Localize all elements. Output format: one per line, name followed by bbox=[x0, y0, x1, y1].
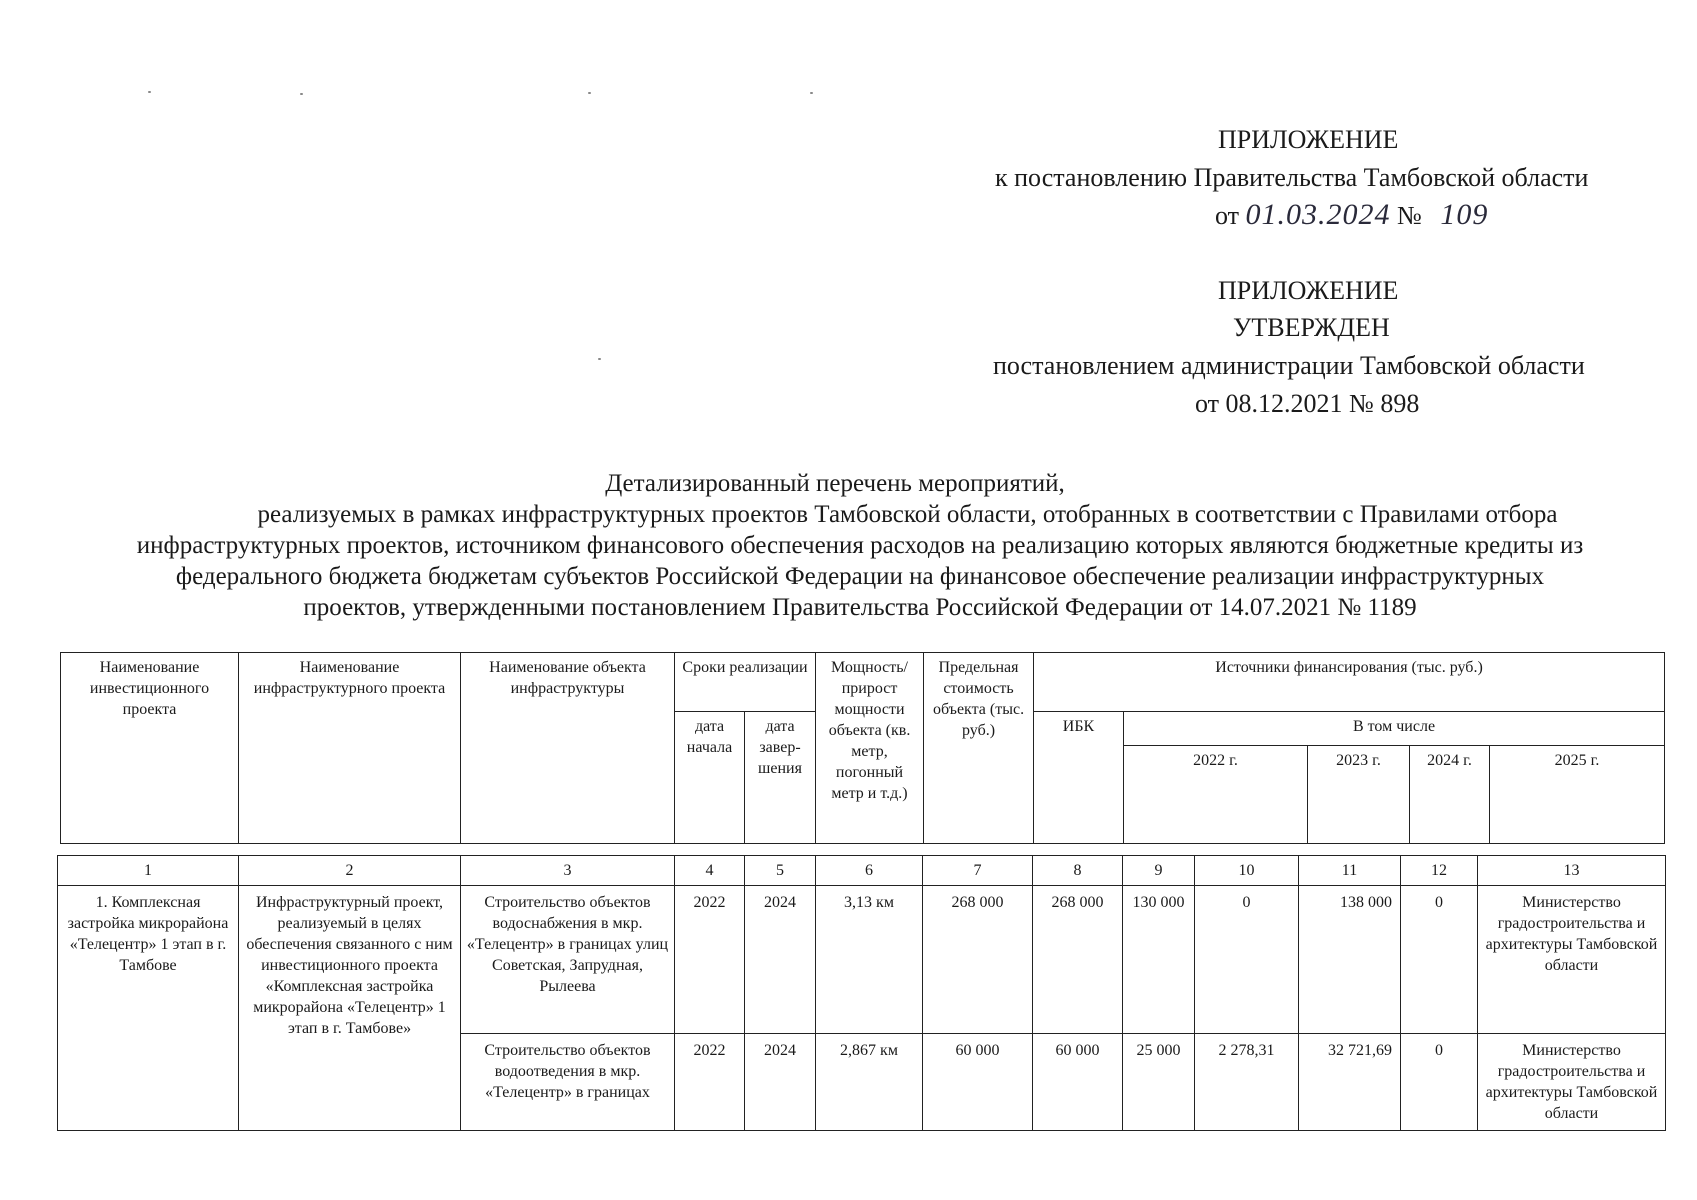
column-number: 8 bbox=[1033, 856, 1123, 886]
y2024-cell: 138 000 bbox=[1299, 886, 1401, 1034]
header-including: В том числе bbox=[1124, 712, 1665, 746]
title-line: федерального бюджета бюджетам субъектов Российской Федерации на финансовое обеспечение реализации инфраструктурных bbox=[175, 563, 1545, 590]
header-investment-project: Наименование инвестиционного проекта bbox=[61, 653, 239, 844]
table-body bbox=[57, 855, 1666, 1131]
column-numbers-row bbox=[58, 856, 1666, 886]
column-number: 13 bbox=[1478, 856, 1666, 886]
y2022-cell: 130 000 bbox=[1123, 886, 1195, 1034]
manager-cell: Министерство градостроительства и архитектуры Тамбовской области bbox=[1478, 886, 1666, 1034]
header-max-cost: Предельная стоимость объекта (тыс. руб.) bbox=[924, 653, 1034, 844]
ibk-cell: 268 000 bbox=[1033, 886, 1123, 1034]
scan-speck bbox=[588, 92, 591, 94]
end-year-cell: 2024 bbox=[745, 886, 816, 1034]
handwritten-number: 109 bbox=[1440, 198, 1489, 231]
title-line: реализуемых в рамках инфраструктурных проектов Тамбовской области, отобранных в соответствии с Правилами отбора bbox=[257, 501, 1558, 528]
header-ibk: ИБК bbox=[1034, 712, 1124, 844]
table-row bbox=[58, 886, 1666, 1034]
scan-speck bbox=[300, 93, 303, 95]
document-title bbox=[60, 468, 1660, 623]
column-number: 1 bbox=[58, 856, 239, 886]
manager-cell: Министерство градостроительства и архитектуры Тамбовской области bbox=[1478, 1034, 1666, 1131]
appendix-label-2: ПРИЛОЖЕНИЕ bbox=[1218, 276, 1399, 305]
y2023-cell: 0 bbox=[1195, 886, 1299, 1034]
date-prefix: от bbox=[1215, 201, 1240, 230]
column-number: 7 bbox=[923, 856, 1033, 886]
column-number: 3 bbox=[461, 856, 675, 886]
object-cell: Строительство объектов водоснабжения в мкр. «Телецентр» в границах улиц Советская, Запрудная, Рылеева bbox=[461, 886, 675, 1034]
capacity-cell: 3,13 км bbox=[816, 886, 923, 1034]
decree-date-line bbox=[1215, 200, 1488, 231]
y2023-cell: 2 278,31 bbox=[1195, 1034, 1299, 1131]
y2025-cell: 0 bbox=[1401, 1034, 1478, 1131]
investment-project-cell: 1. Комплексная застройка микрорайона «Телецентр» 1 этап в г. Тамбове bbox=[58, 886, 239, 1131]
column-number: 2 bbox=[239, 856, 461, 886]
column-number: 11 bbox=[1299, 856, 1401, 886]
start-year-cell: 2022 bbox=[675, 1034, 745, 1131]
column-number: 4 bbox=[675, 856, 745, 886]
decree-reference: от 08.12.2021 № 898 bbox=[1195, 389, 1420, 418]
max-cost-cell: 268 000 bbox=[923, 886, 1033, 1034]
appendix-label: ПРИЛОЖЕНИЕ bbox=[1218, 125, 1399, 154]
column-number: 12 bbox=[1401, 856, 1478, 886]
scan-speck bbox=[148, 91, 151, 93]
column-number: 10 bbox=[1195, 856, 1299, 886]
header-2023: 2023 г. bbox=[1308, 746, 1410, 844]
table-header bbox=[60, 652, 1665, 844]
header-funding-sources: Источники финансирования (тыс. руб.) bbox=[1034, 653, 1665, 712]
title-line: проектов, утвержденными постановлением Правительства Российской Федерации от 14.07.2021 № 1189 bbox=[303, 594, 1417, 621]
title-line: инфраструктурных проектов, источником финансового обеспечения расходов на реализацию которых являются бюджетные кредиты из bbox=[136, 532, 1584, 559]
end-year-cell: 2024 bbox=[745, 1034, 816, 1131]
title-line: Детализированный перечень мероприятий, bbox=[605, 470, 1065, 497]
object-cell: Строительство объектов водоотведения в мкр. «Телецентр» в границах bbox=[461, 1034, 675, 1131]
header-2024: 2024 г. bbox=[1410, 746, 1490, 844]
header-infrastructure-object: Наименование объекта инфраструктуры bbox=[461, 653, 675, 844]
header-end-date: дата завер-шения bbox=[745, 712, 816, 844]
y2025-cell: 0 bbox=[1401, 886, 1478, 1034]
column-number: 5 bbox=[745, 856, 816, 886]
header-infrastructure-project: Наименование инфраструктурного проекта bbox=[239, 653, 461, 844]
number-sign: № bbox=[1397, 201, 1422, 230]
header-start-date: дата начала bbox=[675, 712, 745, 844]
scan-speck bbox=[598, 358, 601, 360]
scan-speck bbox=[810, 92, 813, 94]
y2022-cell: 25 000 bbox=[1123, 1034, 1195, 1131]
handwritten-date: 01.03.2024 bbox=[1245, 198, 1391, 231]
to-decree-line: к постановлению Правительства Тамбовской области bbox=[995, 163, 1589, 192]
header-2022: 2022 г. bbox=[1124, 746, 1308, 844]
header-capacity: Мощность/ прирост мощности объекта (кв. метр, погонный метр и т.д.) bbox=[816, 653, 924, 844]
max-cost-cell: 60 000 bbox=[923, 1034, 1033, 1131]
column-number: 9 bbox=[1123, 856, 1195, 886]
infrastructure-project-cell: Инфраструктурный проект, реализуемый в целях обеспечения связанного с ним инвестиционного проекта «Комплексная застройка микрорайона «Телецентр» 1 этап в г. Тамбове» bbox=[239, 886, 461, 1131]
ibk-cell: 60 000 bbox=[1033, 1034, 1123, 1131]
capacity-cell: 2,867 км bbox=[816, 1034, 923, 1131]
by-decree-line: постановлением администрации Тамбовской области bbox=[993, 351, 1585, 380]
column-number: 6 bbox=[816, 856, 923, 886]
approved-label: УТВЕРЖДЕН bbox=[1233, 313, 1390, 342]
start-year-cell: 2022 bbox=[675, 886, 745, 1034]
header-terms: Сроки реализации bbox=[675, 653, 816, 712]
y2024-cell: 32 721,69 bbox=[1299, 1034, 1401, 1131]
header-2025: 2025 г. bbox=[1490, 746, 1665, 844]
